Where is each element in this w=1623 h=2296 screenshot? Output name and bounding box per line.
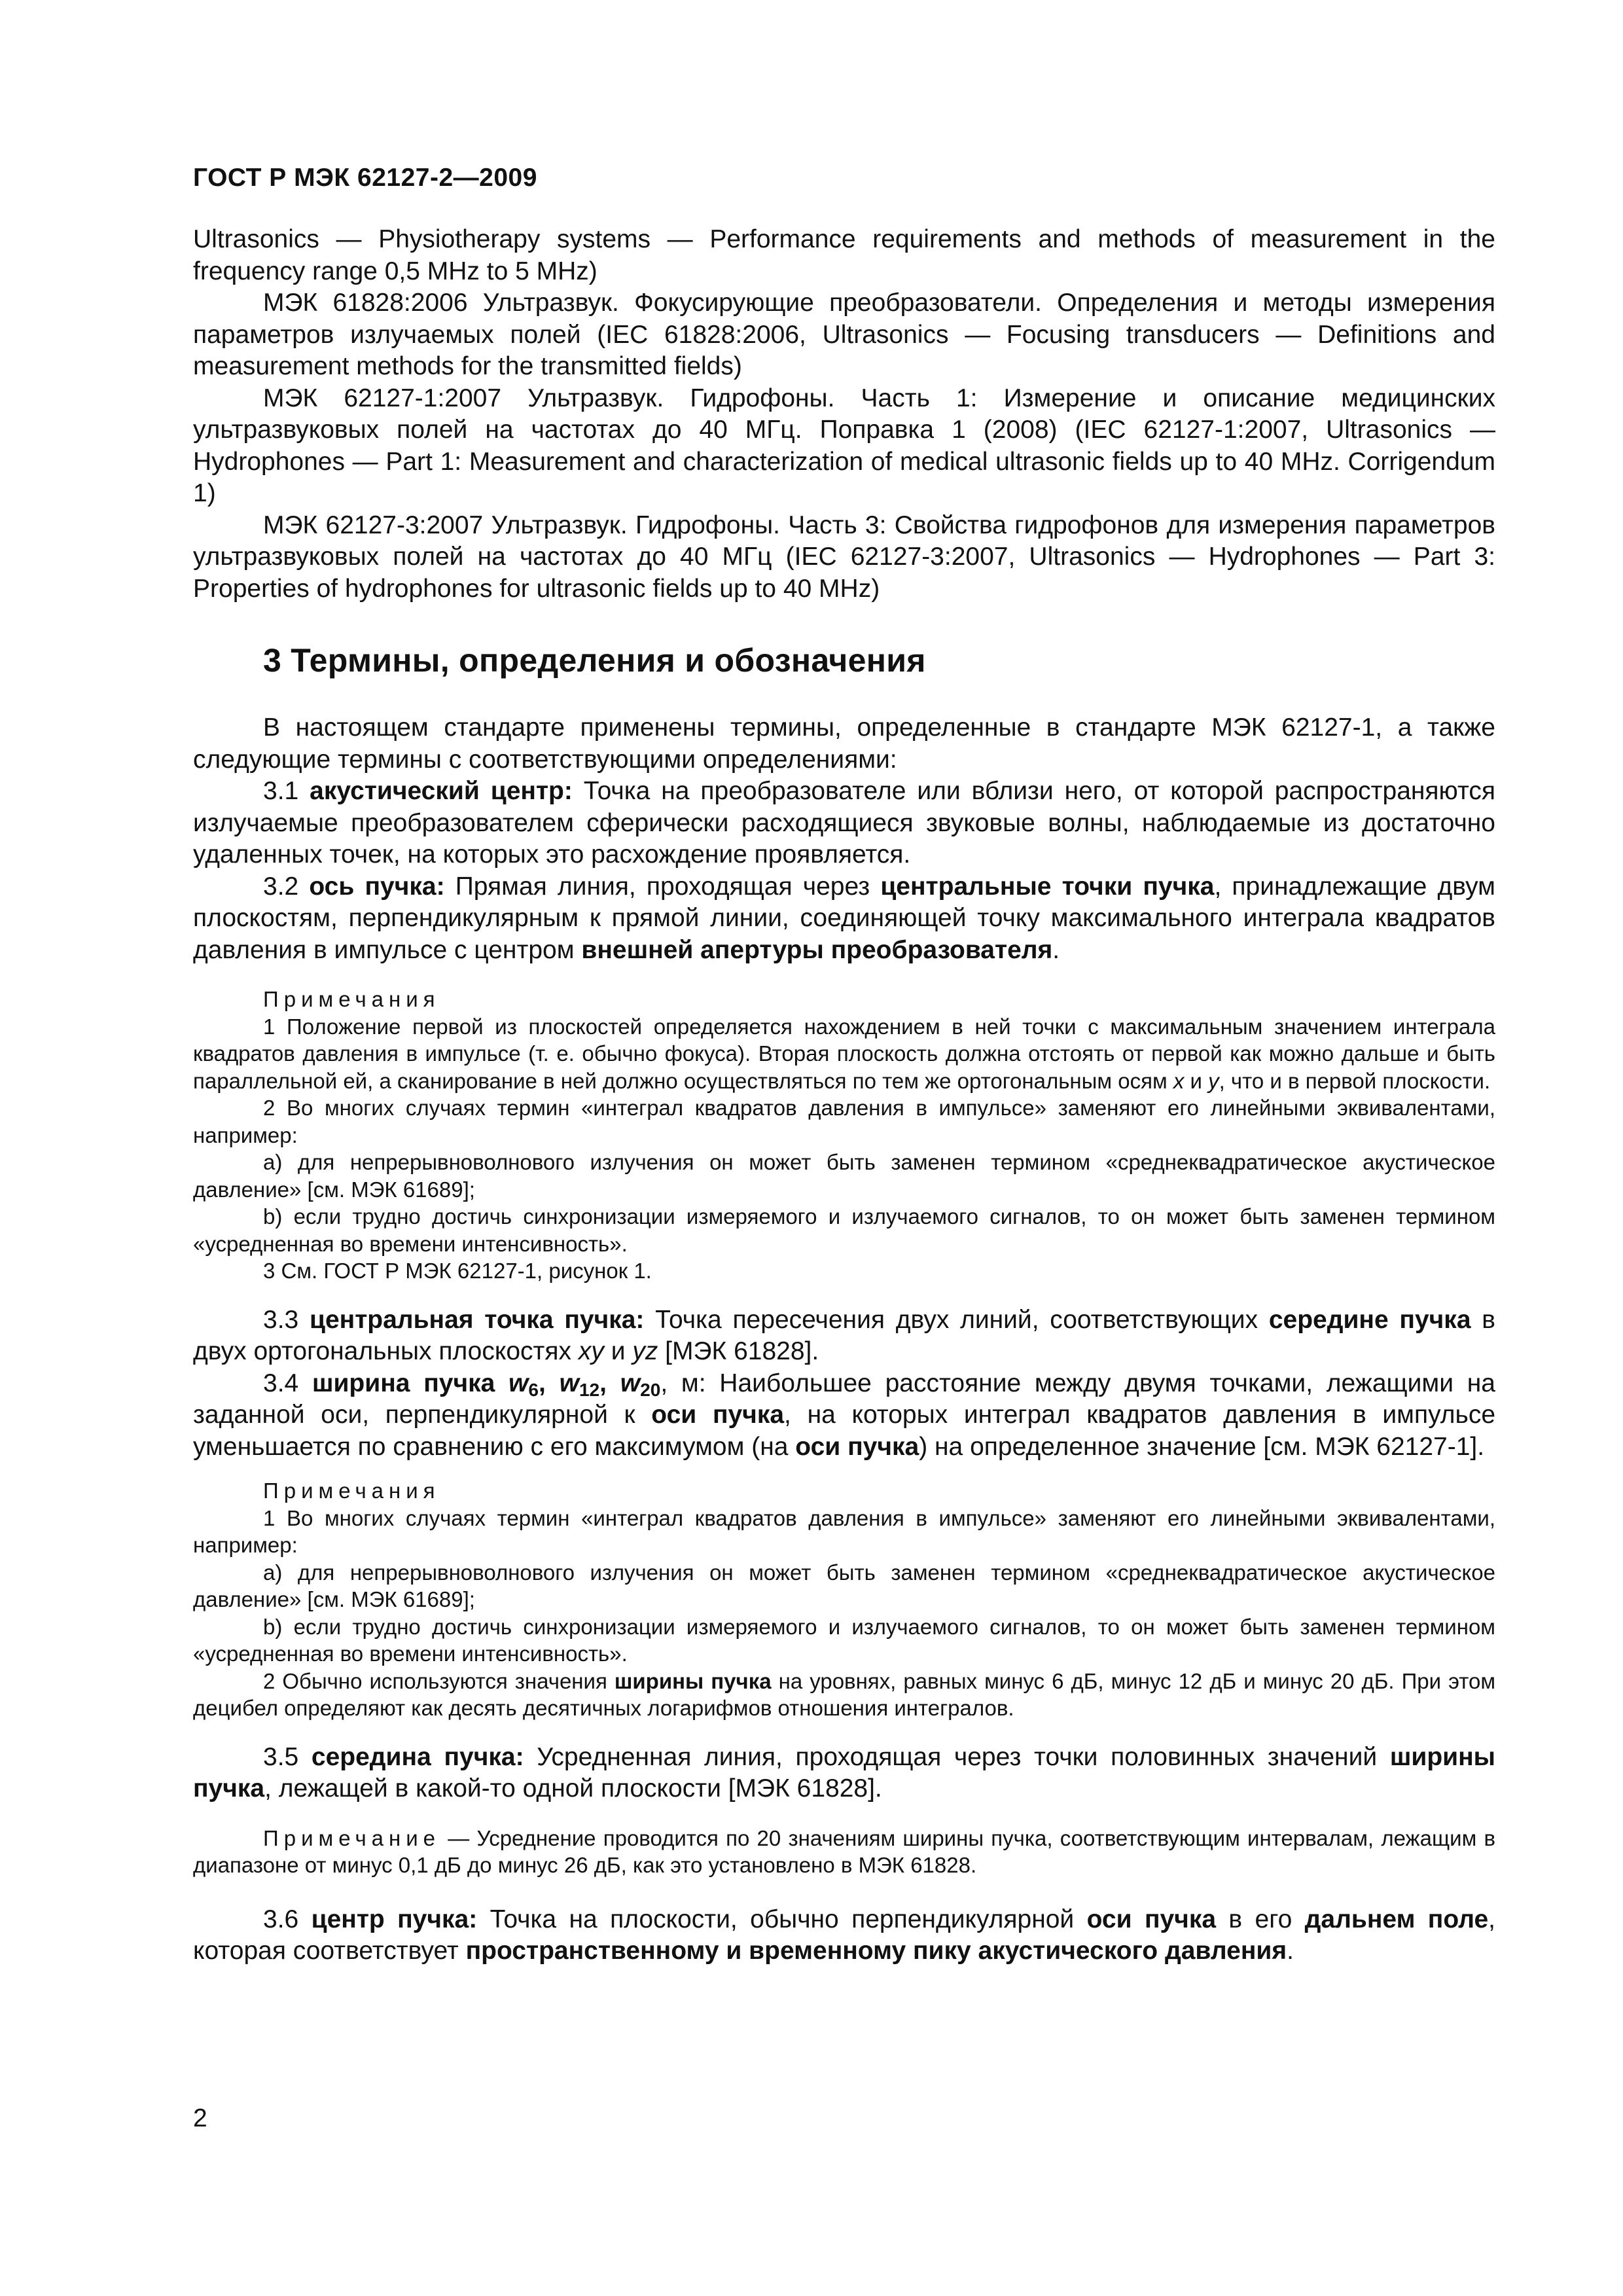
term-reference: ширины пучка: [193, 1742, 1495, 1803]
axis-symbol: x: [1173, 1068, 1185, 1093]
note-2: [193, 1668, 1495, 1722]
note-1-item-b: b) если трудно достичь синхронизации измеряемого и излучаемого сигналов, то он может быть заменен термином «усредненная во времени интенсивность».: [193, 1614, 1495, 1666]
notes-heading: Примечания: [263, 987, 440, 1011]
note-1: [193, 1013, 1495, 1095]
page-number: 2: [193, 2104, 207, 2132]
subscript: 12: [579, 1379, 600, 1400]
term-number: 3.5: [263, 1742, 312, 1771]
term-definition: , на которых интеграл квадратов давления в импульсе уменьшается по сравнению с его максимумом (на: [193, 1401, 1496, 1461]
term-definition: в его: [1216, 1905, 1305, 1933]
term-reference: оси пучка: [651, 1401, 785, 1429]
term-definition: Усредненная линия, проходящая через точки половинных значений: [524, 1742, 1390, 1771]
note-2-item-b: b) если трудно достичь синхронизации измеряемого и излучаемого сигналов, то он может быть заменен термином «усредненная во времени интенсивность».: [193, 1204, 1495, 1256]
term-definition: , которая соответствует: [193, 1905, 1495, 1965]
note-1-item-a: a) для непрерывноволнового излучения он может быть заменен термином «среднеквадратическое акустическое давление» [см. МЭК 61689];: [193, 1560, 1495, 1611]
reference-iec-62127-1: МЭК 62127-1:2007 Ультразвук. Гидрофоны. Часть 1: Измерение и описание медицинских ультразвуковых полей на частотах до 40 МГц. Поправка 1 (2008) (IEC 62127-1:2007, Ultrasonics — Hydrophones — Part 1: Measurement and characterization of medical ultrasonic fields up to 40 MHz. Corrigendum 1): [193, 384, 1495, 507]
term-definition: ) на определенное значение [см. МЭК 62127-1].: [919, 1432, 1485, 1461]
term-definition: Точка на преобразователе или вблизи него, от которой распространяются излучаемые преобразователем сферически расходящиеся звуковые волны, наблюдаемые из достаточно удаленных точек, на которых это расхождение проявляется.: [193, 777, 1495, 869]
reference-iec-62127-3: МЭК 62127-3:2007 Ультразвук. Гидрофоны. Часть 3: Свойства гидрофонов для измерения параметров ультразвуковых полей на частотах до 40 МГц (IEC 62127-3:2007, Ultrasonics — Hydrophones — Part 3: Properties of hydrophones for ultrasonic fields up to 40 MHz): [193, 511, 1495, 603]
term-number: 3.4: [263, 1369, 312, 1397]
term-reference: центральные точки пучка: [880, 872, 1215, 901]
term-definition: в двух ортогональных плоскостях: [193, 1305, 1495, 1365]
term-definition: Прямая линия, проходящая через: [444, 872, 881, 901]
plane-symbol: xy: [578, 1337, 604, 1365]
note-single: [193, 1825, 1495, 1879]
term-3-1: [193, 776, 1495, 871]
term-reference: ширины пучка: [614, 1668, 772, 1693]
notes-heading: Примечания: [263, 1479, 440, 1503]
term-3-3: [193, 1304, 1495, 1368]
term-definition: , м: Наибольшее расстояние между двумя точками, лежащими на заданной оси, перпендикулярной к: [193, 1369, 1495, 1429]
term-name: акустический центр:: [310, 777, 573, 805]
term-reference: пространственному и временному пику акустического давления: [465, 1937, 1287, 1965]
section-heading: 3 Термины, определения и обозначения: [263, 642, 926, 679]
note-text: , что и в первой плоскости.: [1219, 1068, 1491, 1093]
punctuation: .: [1052, 935, 1060, 964]
term-3-6: [193, 1904, 1495, 1967]
term-name: центр пучка:: [311, 1905, 478, 1933]
term-definition: [МЭК 61828].: [658, 1337, 819, 1365]
term-reference: середине пучка: [1268, 1305, 1471, 1334]
document-header: ГОСТ Р МЭК 62127-2—2009: [193, 164, 537, 192]
term-definition: , лежащей в какой-то одной плоскости [МЭК 61828].: [264, 1774, 882, 1803]
term-name: середина пучка:: [311, 1742, 524, 1771]
axis-symbol: y: [1208, 1068, 1219, 1093]
note-text: — Усреднение проводится по 20 значениям ширины пучка, соответствующим интервалам, лежащим в диапазоне от минус 0,1 дБ до минус 26 дБ, как это установлено в МЭК 61828.: [193, 1825, 1495, 1877]
reference-iec-61828: МЭК 61828:2006 Ультразвук. Фокусирующие преобразователи. Определения и методы измерения параметров излучаемых полей (IEC 61828:2006, Ultrasonics — Focusing transducers — Definitions and measurement methods for the transmitted fields): [193, 289, 1495, 380]
term-number: 3.1: [263, 777, 310, 805]
term-name: ось пучка:: [309, 872, 445, 901]
term-number: 3.2: [263, 872, 310, 901]
note-heading: Примечание: [263, 1825, 441, 1850]
note-text: и: [1184, 1068, 1209, 1093]
term-3-4: [193, 1368, 1495, 1463]
term-definition: Точка на плоскости, обычно перпендикулярной: [477, 1905, 1087, 1933]
note-text: 1 Положение первой из плоскостей определяется нахождением в ней точки с максимальным значением интеграла квадратов давления в импульсе (т. е. обычно фокуса). Вторая плоскость должна отстоять от первой как можно дальше и быть параллельной ей, а сканирование в ней должно осуществляться по тем же ортогональным осям: [193, 1014, 1495, 1093]
term-definition: Точка пересечения двух линий, соответствующих: [644, 1305, 1269, 1334]
term-reference: оси пучка: [795, 1432, 919, 1461]
term-reference: оси пучка: [1086, 1905, 1217, 1933]
symbol-w: w: [559, 1369, 579, 1397]
document-body: [193, 224, 1495, 1967]
term-name: ширина пучка: [312, 1369, 509, 1397]
note-3: 3 См. ГОСТ Р МЭК 62127-1, рисунок 1.: [263, 1259, 652, 1283]
term-reference: дальнем поле: [1304, 1905, 1489, 1933]
subscript: 6: [528, 1379, 539, 1400]
term-3-2: [193, 871, 1495, 967]
term-number: 3.6: [263, 1905, 312, 1933]
note-2-item-a: a) для непрерывноволнового излучения он может быть заменен термином «среднеквадратическое акустическое давление» [см. МЭК 61689];: [193, 1150, 1495, 1202]
section-intro: В настоящем стандарте применены термины, определенные в стандарте МЭК 62127-1, а также следующие термины с соответствующими определениями:: [193, 713, 1495, 774]
term-definition: и: [603, 1337, 633, 1365]
symbol-w: w: [620, 1369, 641, 1397]
term-number: 3.3: [263, 1305, 310, 1334]
term-reference: внешней апертуры преобразователя: [581, 935, 1053, 964]
note-1: 1 Во многих случаях термин «интеграл квадратов давления в импульсе» заменяют его линейными эквивалентами, например:: [193, 1505, 1495, 1557]
reference-continuation: Ultrasonics — Physiotherapy systems — Performance requirements and methods of measurement in the frequency range 0,5 MHz to 5 MHz): [193, 225, 1495, 285]
note-2: 2 Во многих случаях термин «интеграл квадратов давления в импульсе» заменяют его линейными эквивалентами, например:: [193, 1096, 1495, 1147]
punctuation: ,: [599, 1369, 620, 1397]
symbol-w: w: [508, 1369, 529, 1397]
term-3-5: [193, 1742, 1495, 1805]
subscript: 20: [640, 1379, 661, 1400]
note-text: 2 Обычно используются значения: [263, 1668, 615, 1693]
punctuation: .: [1287, 1937, 1294, 1965]
term-name: центральная точка пучка:: [309, 1305, 645, 1334]
plane-symbol: yz: [632, 1337, 658, 1365]
term-definition: , принадлежащие двум плоскостям, перпендикулярным к прямой линии, соединяющей точку максимального интеграла квадратов давления в импульсе с центром: [193, 872, 1495, 964]
note-text: на уровнях, равных минус 6 дБ, минус 12 дБ и минус 20 дБ. При этом децибел определяют как десять десятичных логарифмов отношения интегралов.: [193, 1668, 1496, 1720]
punctuation: ,: [539, 1369, 560, 1397]
